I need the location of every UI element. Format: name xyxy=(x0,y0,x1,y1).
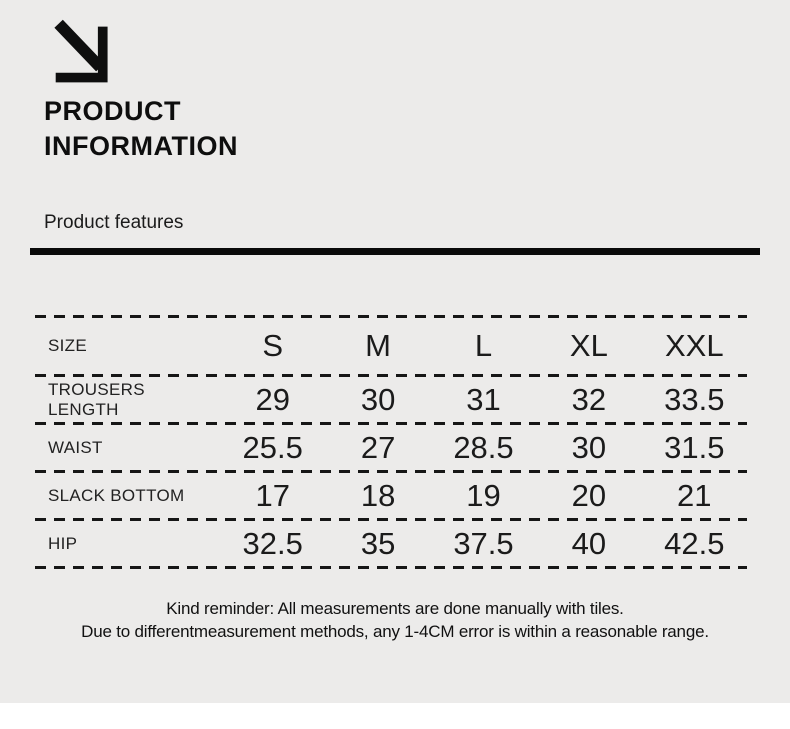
row-label: TROUSERS LENGTH xyxy=(48,379,145,419)
cell-value: 19 xyxy=(466,477,501,513)
row-label: WAIST xyxy=(48,437,103,457)
table-row-slack-bottom xyxy=(35,473,747,518)
cell-value: 35 xyxy=(360,525,396,561)
table-row-trousers-length xyxy=(35,377,747,422)
cell-value: 17 xyxy=(255,477,290,513)
cell-value: 28.5 xyxy=(453,429,514,465)
table-header-row xyxy=(35,318,747,374)
cell-value: 20 xyxy=(571,477,607,513)
size-table xyxy=(35,315,747,569)
size-col-m: M xyxy=(365,328,391,363)
cell-value: 30 xyxy=(571,429,607,465)
cell-value: 27 xyxy=(360,429,396,465)
cell-value: 37.5 xyxy=(453,525,514,561)
size-col-s: S xyxy=(262,328,284,363)
kind-reminder xyxy=(0,597,790,643)
cell-value: 42.5 xyxy=(664,525,725,561)
cell-value: 25.5 xyxy=(242,429,303,465)
size-col-xl: XL xyxy=(569,328,608,363)
cell-value: 21 xyxy=(677,477,712,513)
cell-value: 30 xyxy=(360,381,396,417)
divider-bar xyxy=(30,248,760,255)
cell-value: 33.5 xyxy=(664,381,725,417)
arrow-to-bottom-right-corner-icon xyxy=(46,12,110,84)
table-row-waist xyxy=(35,425,747,470)
table-row-hip xyxy=(35,521,747,566)
row-label: SLACK BOTTOM xyxy=(48,485,185,505)
cell-value: 31 xyxy=(466,381,501,417)
cell-value: 32.5 xyxy=(242,525,303,561)
cell-value: 18 xyxy=(360,477,396,513)
table-dash-line xyxy=(35,566,747,569)
size-col-xxl: XXL xyxy=(664,328,724,363)
cell-value: 31.5 xyxy=(664,429,725,465)
cell-value: 32 xyxy=(571,381,607,417)
size-header-label: SIZE xyxy=(48,336,87,355)
reminder-line1: Kind reminder: All measurements are done manually with tiles. xyxy=(166,599,624,618)
cell-value: 29 xyxy=(255,381,290,417)
size-col-l: L xyxy=(474,328,493,363)
page-title: PRODUCT INFORMATION xyxy=(44,96,238,161)
row-label: HIP xyxy=(48,533,78,553)
reminder-line2: Due to differentmeasurement methods, any 1-4CM error is within a reasonable range. xyxy=(81,622,709,641)
features-label: Product features xyxy=(44,212,184,233)
cell-value: 40 xyxy=(571,525,607,561)
